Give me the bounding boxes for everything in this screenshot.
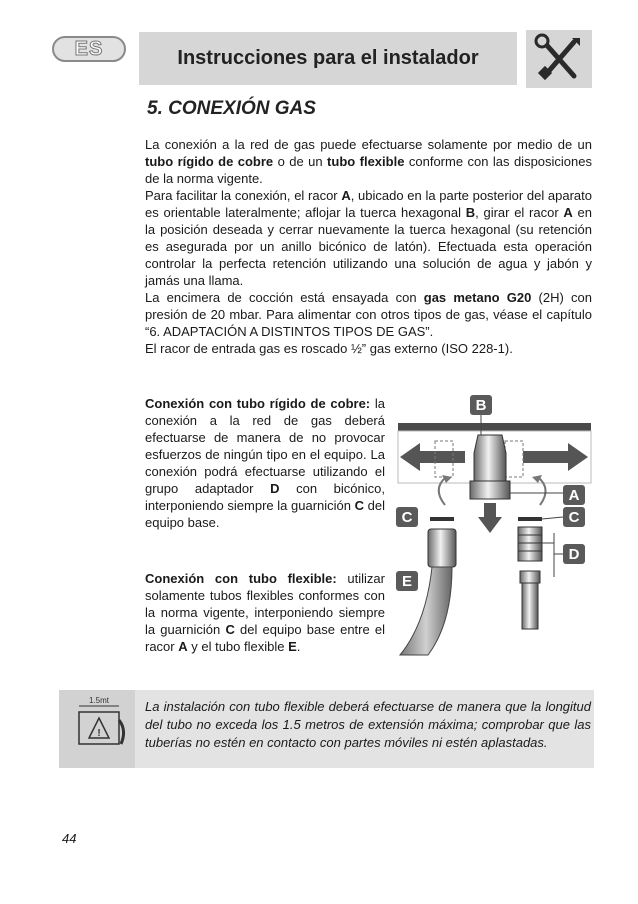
text: La encimera de cocción está ensayada con — [145, 290, 424, 305]
label-c-left — [396, 507, 418, 527]
svg-text:C: C — [568, 509, 580, 526]
bold-text: gas metano G20 — [423, 290, 532, 305]
down-arrow — [478, 503, 502, 533]
bold-text: A — [563, 205, 573, 220]
page-header-title: Instrucciones para el instalador — [139, 32, 517, 85]
text: La conexión a la red de gas puede efectuarse solamente por medio de un — [145, 137, 592, 152]
bold-text: C — [354, 498, 365, 513]
svg-text:E: E — [401, 573, 413, 590]
paragraph-1 — [145, 136, 592, 187]
text: con bicónico, interponiendo siempre la guarnición — [145, 481, 385, 513]
leader-line — [542, 517, 563, 519]
adapter-top — [518, 527, 542, 561]
text: del equipo base entre el racor — [145, 622, 386, 654]
text: conforme con las disposiciones de la norma vigente. — [145, 154, 592, 186]
text: del equipo base. — [145, 498, 385, 530]
section-title: 5. CONEXIÓN GAS — [147, 98, 316, 119]
bold-text: D — [270, 481, 280, 496]
hex-nut — [474, 435, 506, 481]
warning-triangle-icon — [59, 690, 135, 768]
bold-text: tubo rígido de cobre — [145, 154, 274, 169]
text: la conexión a la red de gas deberá efectuarse de manera de no provocar esfuerzos de ningún tipo en el equipo. La conexión podrá efectuarse utilizando el grupo adaptador — [145, 396, 385, 496]
svg-text:A: A — [568, 487, 580, 504]
flexible-connection-title: Conexión con tubo flexible: — [145, 571, 337, 586]
wrench-screwdriver-icon — [526, 30, 592, 88]
paragraph-3 — [145, 289, 592, 340]
gasket-right — [518, 517, 542, 521]
warning-icon-area — [59, 690, 135, 768]
svg-text:1.5mt: 1.5mt — [88, 696, 110, 705]
label-d — [563, 544, 585, 564]
bold-text: C — [225, 622, 235, 637]
rigid-connection-title: Conexión con tubo rígido de cobre: — [145, 396, 371, 411]
svg-text:C: C — [401, 509, 413, 526]
bold-text: A — [178, 639, 188, 654]
bold-text: A — [341, 188, 351, 203]
diagram-svg — [390, 393, 595, 663]
text: y el tubo flexible — [187, 639, 289, 654]
label-b — [470, 395, 492, 415]
hose-nut — [428, 529, 456, 567]
label-a — [563, 485, 585, 505]
label-e — [396, 571, 418, 591]
bold-text: E — [288, 639, 297, 654]
appliance-base — [398, 423, 591, 431]
rigid-connection-text — [145, 395, 385, 531]
paragraph-4: El racor de entrada gas es roscado ½” gas externo (ISO 228-1). — [145, 341, 513, 356]
bold-text: tubo flexible — [327, 154, 405, 169]
fitting-body — [470, 481, 510, 499]
text: utilizar solamente tubos flexibles conformes con la norma vigente, interponiendo siempre la guarnición — [145, 571, 385, 637]
tools-box — [526, 30, 592, 88]
svg-text:D: D — [568, 546, 580, 563]
text: (2H) con presión de 20 mbar. Para alimentar con otros tipos de gas, véase el capítulo “6. ADAPTACIÓN A DISTINTOS TIPOS DE GAS”. — [145, 290, 592, 339]
language-badge: ES — [52, 36, 126, 62]
text: en la posición deseada y cerrar nuevamente la tuerca hexagonal (su retención es asegurada por un anillo bicónico de latón). Efectuada esta operación controlar la perfecta retención utilizando una solución de agua y jabón y jamás una llama. — [145, 205, 592, 288]
text: , ubicado en la parte posterior del aparato es orientable lateralmente; aflojar la tuerca hexagonal — [145, 188, 592, 220]
text: o de un — [273, 154, 328, 169]
biconic-ring — [520, 571, 540, 583]
flexible-connection-text — [145, 570, 385, 655]
text: , girar el racor — [475, 205, 564, 220]
label-c-right — [563, 507, 585, 527]
svg-text:!: ! — [97, 728, 101, 739]
paragraph-2 — [145, 187, 592, 289]
gas-connection-diagram — [390, 393, 595, 663]
page-number: 44 — [62, 831, 77, 846]
gasket-left — [430, 517, 454, 521]
text: Para facilitar la conexión, el racor — [145, 188, 342, 203]
text: . — [296, 639, 301, 654]
warning-text: La instalación con tubo flexible deberá efectuarse de manera que la longitud del tubo no exceda los 1.5 metros de extensión máxima; comprobar que las tuberías no estén en contacto con partes móviles ni estén aplastadas. — [145, 699, 591, 750]
svg-text:B: B — [475, 397, 487, 414]
bold-text: B — [465, 205, 476, 220]
rigid-pipe — [522, 583, 538, 629]
